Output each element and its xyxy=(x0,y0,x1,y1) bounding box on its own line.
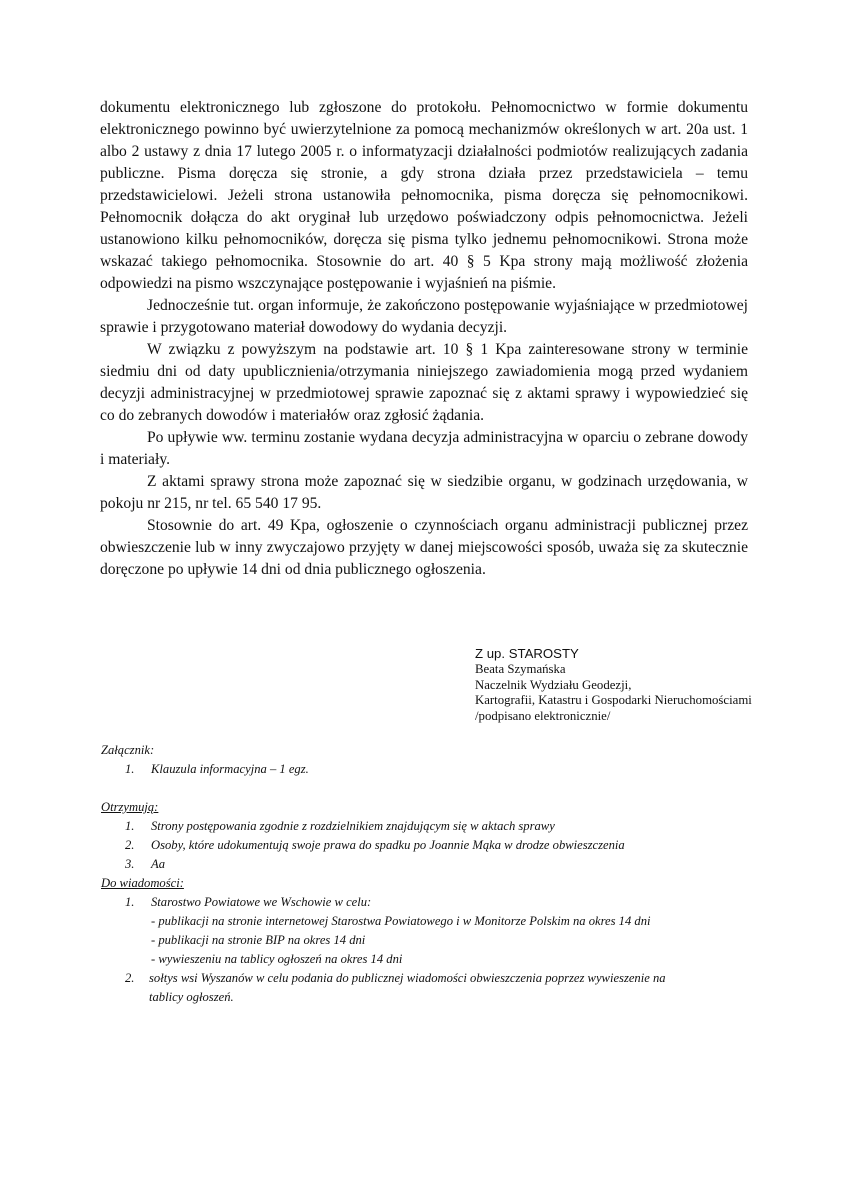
recipients-section xyxy=(101,798,781,874)
signature-position-line2: Kartografii, Katastru i Gospodarki Nieruchomościami xyxy=(475,693,752,707)
signature-name: Beata Szymańska xyxy=(475,662,566,676)
list-number: 1. xyxy=(125,762,135,776)
list-number: 3. xyxy=(125,857,135,871)
list-text: Strony postępowania zgodnie z rozdzielnikiem znajdującym się w aktach sprawy xyxy=(151,819,555,833)
list-text-line: sołtys wsi Wyszanów w celu podania do publicznej wiadomości obwieszczenia poprzez wywieszenie na xyxy=(149,971,666,985)
for-information-item xyxy=(101,969,781,1007)
sub-item: - wywieszeniu na tablicy ogłoszeń na okres 14 dni xyxy=(151,952,403,966)
signature-signed-note: /podpisano elektronicznie/ xyxy=(475,708,611,723)
attachment-section xyxy=(101,741,781,779)
sub-item: - publikacji na stronie internetowej Starostwa Powiatowego i w Monitorze Polskim na okres 14 dni xyxy=(151,914,651,928)
paragraph-proceedings-completed: Jednocześnie tut. organ informuje, że zakończono postępowanie wyjaśniające w przedmiotowej sprawie i przygotowano materiał dowodowy do wydania decyzji. xyxy=(100,297,748,336)
recipient-item xyxy=(101,855,781,874)
recipients-heading: Otrzymują: xyxy=(101,800,159,814)
signature-block xyxy=(475,646,815,724)
list-text-line: tablicy ogłoszeń. xyxy=(149,990,234,1004)
list-text: Starostwo Powiatowe we Wschowie w celu: xyxy=(151,895,372,909)
list-text: Klauzula informacyjna – 1 egz. xyxy=(151,762,309,776)
recipient-item xyxy=(101,836,781,855)
list-number: 1. xyxy=(125,895,135,909)
for-information-section xyxy=(101,874,781,1007)
attachment-heading: Załącznik: xyxy=(101,743,155,757)
paragraph-right-to-review: W związku z powyższym na podstawie art. 10 § 1 Kpa zainteresowane strony w terminie siedmiu dni od daty upublicznienia/otrzymania niniejszego zawiadomienia mogą przed wydaniem decyzji administracyjnej w przedmiotowej sprawie zapoznać się z aktami sprawy i wypowiedzieć się co do zebranych dowodów i materiałów oraz zgłosić żądania. xyxy=(100,341,748,424)
list-text xyxy=(149,969,781,1007)
signature-position-line1: Naczelnik Wydziału Geodezji, xyxy=(475,677,632,692)
paragraph-decision-issued: Po upływie ww. terminu zostanie wydana decyzja administracyjna w oparciu o zebrane dowody i materiały. xyxy=(100,429,748,468)
for-information-heading: Do wiadomości: xyxy=(101,876,184,890)
sub-item: - publikacji na stronie BIP na okres 14 dni xyxy=(151,933,366,947)
list-number: 2. xyxy=(125,971,135,985)
recipient-item xyxy=(101,817,781,836)
paragraph-case-files-access: Z aktami sprawy strona może zapoznać się w siedzibie organu, w godzinach urzędowania, w pokoju nr 215, nr tel. 65 540 17 95. xyxy=(100,473,748,512)
list-number: 2. xyxy=(125,838,135,852)
signature-title: Z up. STAROSTY xyxy=(475,646,579,661)
list-text: Aa xyxy=(151,857,165,871)
attachment-item xyxy=(101,760,781,779)
paragraph-public-notice: Stosownie do art. 49 Kpa, ogłoszenie o czynnościach organu administracji publicznej przez obwieszczenie lub w inny zwyczajowo przyjęty w danej miejscowości sposób, uważa się za skutecznie doręczone po upływie 14 dni od dnia publicznego ogłoszenia. xyxy=(100,517,748,578)
body-text xyxy=(100,97,748,581)
list-text: Osoby, które udokumentują swoje prawa do spadku po Joannie Mąka w drodze obwieszczenia xyxy=(151,838,625,852)
for-information-item xyxy=(101,893,781,912)
paragraph-powers-of-attorney: dokumentu elektronicznego lub zgłoszone do protokołu. Pełnomocnictwo w formie dokumentu elektronicznego powinno być uwierzytelnione za pomocą mechanizmów określonych w art. 20a ust. 1 albo 2 ustawy z dnia 17 lutego 2005 r. o informatyzacji działalności podmiotów realizujących zadania publiczne. Pisma doręcza się stronie, a gdy strona działa przez przedstawiciela – temu przedstawicielowi. Jeżeli strona ustanowiła pełnomocnika, pisma doręcza się pełnomocnikowi. Pełnomocnik dołącza do akt oryginał lub urzędowo poświadczony odpis pełnomocnictwa. Jeżeli ustanowiono kilku pełnomocników, doręcza się pisma tylko jednemu pełnomocnikowi. Strona może wskazać takiego pełnomocnika. Stosownie do art. 40 § 5 Kpa strony mają możliwość złożenia odpowiedzi na pismo wszczynające postępowanie i wyjaśnień na piśmie. xyxy=(100,99,748,292)
list-number: 1. xyxy=(125,819,135,833)
